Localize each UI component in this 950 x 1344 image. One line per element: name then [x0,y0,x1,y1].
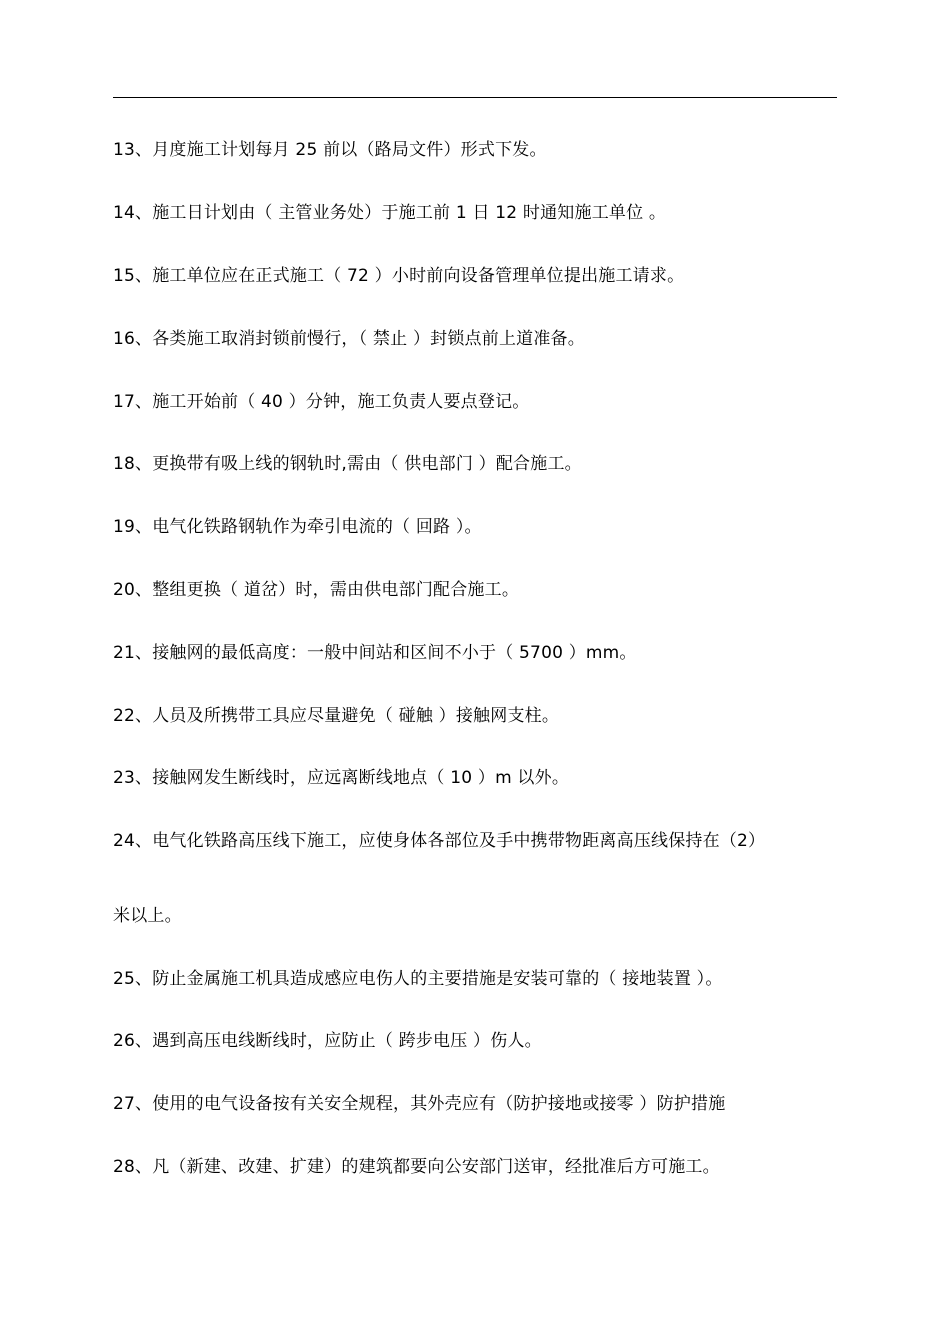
question-24: 24、电气化铁路高压线下施工，应使身体各部位及手中携带物距离高压线保持在（2） [113,831,766,851]
question-15: 15、施工单位应在正式施工（ 72 ）小时前向设备管理单位提出施工请求。 [113,266,685,286]
question-16: 16、各类施工取消封锁前慢行，（ 禁止 ）封锁点前上道准备。 [113,329,585,349]
question-24-continued: 米以上。 [113,906,182,926]
question-21: 21、接触网的最低高度：一般中间站和区间不小于（ 5700 ）mm。 [113,643,637,663]
question-17: 17、施工开始前（ 40 ）分钟，施工负责人要点登记。 [113,392,530,412]
question-25: 25、防止金属施工机具造成感应电伤人的主要措施是安装可靠的（ 接地装置 ）。 [113,969,723,989]
question-22: 22、人员及所携带工具应尽量避免（ 碰触 ）接触网支柱。 [113,706,560,726]
question-23: 23、接触网发生断线时，应远离断线地点（ 10 ）m 以外。 [113,768,570,788]
question-27: 27、使用的电气设备按有关安全规程，其外壳应有（防护接地或接零 ）防护措施 [113,1094,726,1114]
question-28: 28、凡（新建、改建、扩建）的建筑都要向公安部门送审，经批准后方可施工。 [113,1157,720,1177]
header-rule [113,97,837,98]
question-19: 19、电气化铁路钢轨作为牵引电流的（ 回路 ）。 [113,517,482,537]
question-20: 20、整组更换（ 道岔）时，需由供电部门配合施工。 [113,580,520,600]
question-18: 18、更换带有吸上线的钢轨时,需由（ 供电部门 ）配合施工。 [113,454,582,474]
question-14: 14、施工日计划由（ 主管业务处）于施工前 1 日 12 时通知施工单位 。 [113,203,667,223]
question-13: 13、月度施工计划每月 25 前以（路局文件）形式下发。 [113,140,547,160]
question-26: 26、遇到高压电线断线时，应防止（ 跨步电压 ）伤人。 [113,1031,542,1051]
